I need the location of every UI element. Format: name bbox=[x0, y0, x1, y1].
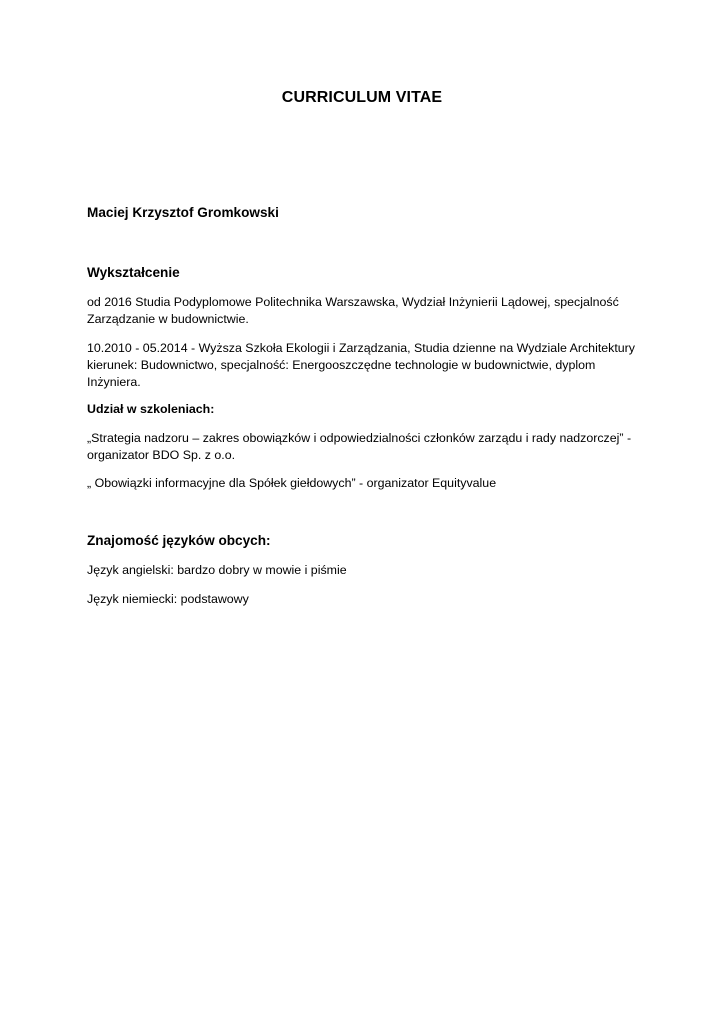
training-entry-1: „Strategia nadzoru – zakres obowiązków i odpowiedzialności członków zarządu i rady nadzorczej” - organizator BDO Sp. z o.o. bbox=[87, 431, 632, 462]
document-title: CURRICULUM VITAE bbox=[281, 89, 443, 106]
language-entry-german: Język niemiecki: podstawowy bbox=[87, 592, 249, 606]
person-name: Maciej Krzysztof Gromkowski bbox=[87, 205, 279, 220]
education-heading: Wykształcenie bbox=[87, 265, 180, 280]
education-entry-1: od 2016 Studia Podyplomowe Politechnika Warszawska, Wydział Inżynierii Lądowej, specjalność Zarządzanie w budownictwie. bbox=[87, 295, 619, 326]
training-entry-2: „ Obowiązki informacyjne dla Spółek giełdowych” - organizator Equityvalue bbox=[87, 476, 497, 490]
languages-heading: Znajomość języków obcych: bbox=[87, 533, 271, 548]
language-entry-english: Język angielski: bardzo dobry w mowie i piśmie bbox=[87, 563, 347, 577]
trainings-heading: Udział w szkoleniach: bbox=[87, 402, 215, 416]
education-entry-2: 10.2010 - 05.2014 - Wyższa Szkoła Ekologii i Zarządzania, Studia dzienne na Wydziale Architektury kierunek: Budownictwo, specjalność: Energooszczędne technologie w budownictwie, dyplom Inżyniera. bbox=[87, 341, 636, 389]
